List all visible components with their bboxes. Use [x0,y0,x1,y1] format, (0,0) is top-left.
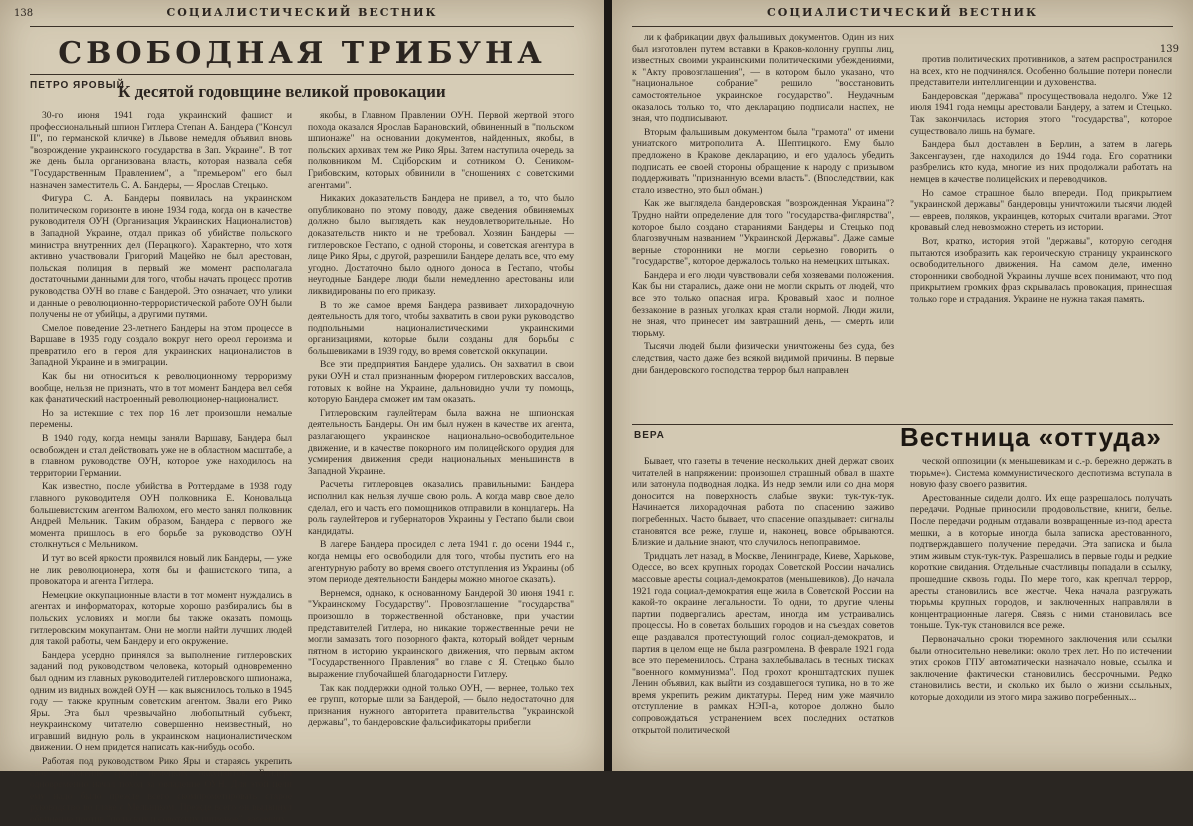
paragraph: Работая под руководством Рико Яры и стараясь укрепить свое положение среди немецких оккупантов, Бандера одновременно начал поход за овладение ОУН. Для этой цели ему надо было прежде всего скомпрометировать старое руководство во главе с Мельником. Прежде всего он выдвинул обвинение против "польских и советских шпионов", засевших, [30,756,292,826]
right-header-rule [632,26,1173,27]
paragraph: якобы, в Главном Правлении ОУН. Первой жертвой этого похода оказался Ярослав Барановский, обвиненный в "польском шпионаже" на основании документов, найденных, якобы, в польских архивах тем же Рико Яры. Затем наступила очередь за полковником М. Сціборским и сотником О. Сеником-Грибовским, которых обвинили в "сношениях с советскими агентами". [308,110,574,191]
paragraph: В 1940 году, когда немцы заняли Варшаву, Бандера был освобожден и стал действовать уже не в областном масштабе, а в главном руководстве ОУН, которое уже находилось на территории Германии. [30,433,292,479]
book-gutter [604,0,612,771]
left-page-number: 138 [14,8,34,19]
paragraph: В то же самое время Бандера развивает лихорадочную деятельность для того, чтобы захватить в свои руки руководство подпольными националистическими украинскими организациями, которые были созданы для борьбы с большевиками в 1939 году, во время советской оккупации. [308,299,574,357]
paragraph: Расчеты гитлеровцев оказались правильными: Бандера исполнил как нельзя лучше свою роль. А когда мавр свое дело сделал, его и часть его помощников отправили в концлагерь. На роль гаулейтеров и губернаторов Украины у Гестапо были свои кандидаты. [308,479,574,537]
paragraph: Так как поддержки одной только ОУН, — вернее, только тех ее групп, которые шли за Бандерой, — было недостаточно для признания нужного авторитета правительства "украинской державы", то бандеровские фальсификаторы прибегли [308,682,574,729]
paragraph: Гитлеровским гаулейтерам была важна не шпионская деятельность Бандеры. Он им был нужен в качестве их агента, разлагающего украинское национально-освободительное движение, и в качестве покорного им полицейского орудия для усмирения движения среди национальных меньшинств в Западной Украине. [308,407,574,477]
paragraph: Как же выглядела бандеровская "возрожденная Украина"? Трудно найти определение для того "государства-фиглярства", которое было создано стараниями Бандеры и Стецько под благозвучным названием "Украинской Державы". Даже самые верные сторонники не могли серьезно говорить о "государстве", которое держалось только на немецких штыках. [632,198,894,268]
paragraph: Тысячи людей были физически уничтожены без суда, без следствия, часто даже без всякой видимой причины. В первые дни бандеровского господства террор был направлен [632,341,894,376]
right-column-4 [910,456,1172,766]
paragraph: Как известно, после убийства в Роттердаме в 1938 году главного руководителя ОУН полковника Е. Коновальца большевистским агентом Валюхом, его место занял полковник Андрей Мельник. Таким образом, Бандера с первого же момента пришлось в его борьбе за руководство ОУН столкнуться с Мельником. [30,481,292,551]
right-page-number: 139 [1159,44,1179,55]
paragraph: Арестованные сидели долго. Их еще разрешалось получать передачи. Родные приносили продовольствие, книги, белье. После передачи родным отдавали возвращенные из-под ареста мешки, а в которые иногда была записка арестованного, подтверждавшего получение передачи. Эта записка и была этим живым стук-тук-тук. Разрешались в первые годы и редкие короткие свидания. Отдельные счастливцы попадали в ссылку, прошедшие сквозь годы. По мере того, как крепчал террор, аресты становились все жестче. Чека начала разгружать тюрьмы крупных городов, и заключенных направляли в концентрационные лагеря. Связь с ними становилась все тоньше. Тук-тук становился все реже. [910,492,1172,632]
right-running-head [612,6,1193,55]
paragraph: ческой оппозиции (к меньшевикам и с.-р. бережно держать в тюрьме«). Система коммунистического деспотизма вступала в новую фазу своего развития. [910,456,1172,491]
paragraph: против политических противников, а затем распространился на всех, кто не подчинялся. Особенно большие потери понесли представители интеллигенции и духовенства. [910,54,1172,89]
paragraph: Бандера усердно принялся за выполнение гитлеровских заданий под руководством человека, который одновременно был одним из главных руководителей гитлеровского шпионажа, одним из видных вождей ОУН — как выяснилось только в 1945 году — также крупным советским агентом. Звали его Рико Яры. Эта был чрезвычайно любопытный субъект, неукраинскому читателю совершенно неизвестный, но игравший видную роль в украинском националистическом движении. О нем придется написать как-нибудь особо. [30,649,292,754]
paragraph: Первоначально сроки тюремного заключения или ссылки были относительно невелики: около трех лет. Но по истечении этих сроков ГПУ автоматически назначало новые, ссылка и заключение фактически становились бессрочными. Редко становились вести, и сколько их было о жизни ссыльных, которые доходили из этого мира заживо погребенных... [910,633,1172,703]
paragraph: Бывает, что газеты в течение нескольких дней держат своих читателей в напряжении: произошел страшный обвал в шахте или затонула подводная лодка. Из недр земли или со дна моря доносится на поверхность слабые звуки: тук-тук-тук. Начинается лихорадочная работа по спасению заживо погребенных. Часто бывает, что спасение опаздывает: сигналы становятся все реже, глуше и, наконец, вовсе обрываются. Близкие и дальние знают, что случилось непоправимое. [632,456,894,549]
paragraph: Вот, кратко, история этой "державы", которую сегодня пытаются изобразить как героическую страницу украинского освободительного движения. На самом деле, именно сторонники свободной Украины лучше всех понимают, что под прикрытием громких фраз скрывалась провокация, принесшая только горе и страдания. Украине не нужна такая память. [910,235,1172,305]
right-column-2 [910,54,1172,420]
paragraph: Бандеровская "держава" просуществовала недолго. Уже 12 июля 1941 года немцы арестовали Бандеру, а затем и Стецько. Так закончилась история этого "государства", которое существовало лишь на бумаге. [910,90,1172,137]
section-title: СВОБОДНАЯ ТРИБУНА [58,36,546,71]
paragraph: Но за истекшие с тех пор 16 лет произошли немалые перемены. [30,407,292,431]
paragraph: Бандера был доставлен в Берлин, а затем в лагерь Заксенгаузен, где находился до 1944 года. Его соратники разбрелись кто куда, многие из них продолжали работать на немцев в качестве полицейских и переводчиков. [910,139,1172,185]
paragraph: Никаких доказательств Бандера не привел, а то, что было опубликовано по этому поводу, даже сведения обвиняемых должно было выглядеть как неудовлетворительные. Но доказательств никто и не требовал. Хозяин Бандеры — гитлеровское Гестапо, с одной стороны, и советская агентура в лице Рико Яры, с другой, разрешили Бандере делать все, что ему угодно. Достаточно было одного доноса в Гестапо, чтобы неугодные Бандере люди были немедленно арестованы или ликвидированы по его приказу. [308,193,574,297]
paragraph: Все эти предприятия Бандере удались. Он захватил в свои руки ОУН и стал признанным фюрером гитлеровских вассалов, готовых к войне на Украине, дальновидно учли ту помощь, которую Бандера сможет им там оказать. [308,359,574,406]
paragraph: Фигура С. А. Бандеры появилась на украинском политическом горизонте в июне 1934 года, когда он в качестве руководителя ОУН (Организация Украинских Националистов) в Западной Украине, отдал приказ об убийстве польского министра внутренних дел (Перацкого). Характерно, что хотя активно участвовали Григорий Мацейко не был арестован, польская полиция в первый же момент располагала достаточными данными для того, чтобы начать процесс против руководства ОУН во главе с Бандерой. Это означает, что улики и данные о революционно-террористической работе ОУН были получены не от убийцы, а другими путями. [30,193,292,321]
author-byline: ПЕТРО ЯРОВЫЙ [30,80,125,91]
vera-byline: ВЕРА [634,430,665,441]
paragraph: Вторым фальшивым документом была "грамота" от имени униатского митрополита А. Шептицкого. Ему было предложено в Кракове декларацию, и его удалось убедить подписать ее своей стороны обращение к народу с призывом поддерживать "признанную всеми власть". (Впоследствии, как стало известно, это был обман.) [632,126,894,196]
paragraph: Смелое поведение 23-летнего Бандеры на этом процессе в Варшаве в 1935 году создало вокруг него ореол героизма и превратило его в героя для украинских националистов в Западной Украине и в эмиграции. [30,322,292,369]
paragraph: Но самое страшное было впереди. Под прикрытием "украинской державы" бандеровцы уничтожили тысячи людей — евреев, поляков, украинцев, которых считали врагами. Этот кровавый след невозможно стереть из истории. [910,187,1172,234]
right-column-3 [632,456,894,766]
paragraph: 30-го июня 1941 года украинский фашист и профессиональный шпион Гитлера Степан А. Бандера ("Консул II", по германской кличке) в Львове немедля объявил вновь "возрождение украинского государства в Зап. Украине". В тот же день была организована власть, которая назвала себя "Государственным Правлением", а "премьером" его был назначен заместитель С. А. Бандеры, — Ярослав Стецько. [30,110,292,191]
left-column-1 [30,110,292,826]
paragraph: ли к фабрикации двух фальшивых документов. Один из них был изготовлен путем вставки в Краков-колонну группы лиц, известных своими украинскими политическими убеждениями, к "Акту провозглашения", — в котором было указано, что "национальное собрание" решило "восстановить самостоятельное украинское государство". Неудачным оказалось только то, что декларацию подписали наспех, не зная, что подписывают. [632,32,894,125]
right-page [612,0,1193,771]
paragraph: Бандера и его люди чувствовали себя хозяевами положения. Как бы ни старались, даже они не могли скрыть от людей, что все это только опасная игра. Кровавый хаос и полное беззаконие в разных уголках края стали нормой. Люди жили, не зная, что принесет им завтрашний день, — смерть или тюрьму. [632,269,894,339]
paragraph: И тут во всей яркости проявился новый лик Бандеры, — уже не лик революционера, хотя бы и фашистского типа, а провокатора и агента Гитлера. [30,552,292,588]
article-headline: К десятой годовщине великой провокации [118,82,446,101]
paragraph: Вернемся, однако, к основанному Бандерой 30 июня 1941 г. "Украинскому Государству". Провозглашение "государства" произошло в торжественной обстановке, при участии представителей Гитлера, но никакие торжественные речи не могли замазать того позорного факта, который войдет черным пятном в историю украинского движения, что первым актом "Государственного Правления" во главе с Я. Стецько было выражение глубочайшей благодарности Гитлеру. [308,587,574,680]
paragraph: Тридцать лет назад, в Москве, Ленинграде, Киеве, Харькове, Одессе, во всех крупных городах Советской России начались массовые аресты социал-демократов (меньшевиков). До начала 1921 года социал-демократия еще жила в Советской России на какой-то окраине легальности. То одни, то другие члены партии подвергались арестам, иногда им устраивались процессы. Но в советах больших городов и на съездах советов еще раздавался протестующий голос социал-демократов, и партия в целом еще не была разгромлена. В феврале 1921 года все это переменилось. Страна захлебывалась в тесных тисках "военного коммунизма". Под грохот кронштадтских пушек Ленин объявил, как выйти из создавшегося тупика, но в то же время укрепить режим диктатуры. Перед ним уже маячило отступление в рамках НЭП-а, которое должно было сопровождаться устранением всех последних остатков открытой политической [632,550,894,736]
section-title-rule [30,74,574,75]
paragraph: Как бы ни относиться к революционному терроризму вообще, нельзя не признать, что в тот момент Бандера вел себя как фанатический настроенный революционер-националист. [30,371,292,406]
left-journal-name: СОЦИАЛИСТИЧЕСКИЙ ВЕСТНИК [166,6,438,19]
right-journal-name: СОЦИАЛИСТИЧЕСКИЙ ВЕСТНИК [767,6,1038,19]
right-column-1 [632,32,894,420]
left-column-2 [308,110,574,766]
vera-headline: Вестница «оттуда» [900,422,1162,452]
paragraph: В лагере Бандера просидел с лета 1941 г. до осени 1944 г., когда немцы его освободили для того, чтобы пустить его на агентурную работу во время своего отступления из Украины (об этом периоде деятельности Бандеры можно многое сказать). [308,539,574,586]
paragraph: Немецкие оккупационные власти в тот момент нуждались в агентах и информаторах, которые хорошо разбирались бы в польских условиях и могли бы также оказать помощь гитлеровским мокупантам. Они не могли найти лучших людей для такой работы, чем Бандеру и его окружение. [30,589,292,648]
left-running-head [0,6,604,26]
left-header-rule [30,26,574,27]
